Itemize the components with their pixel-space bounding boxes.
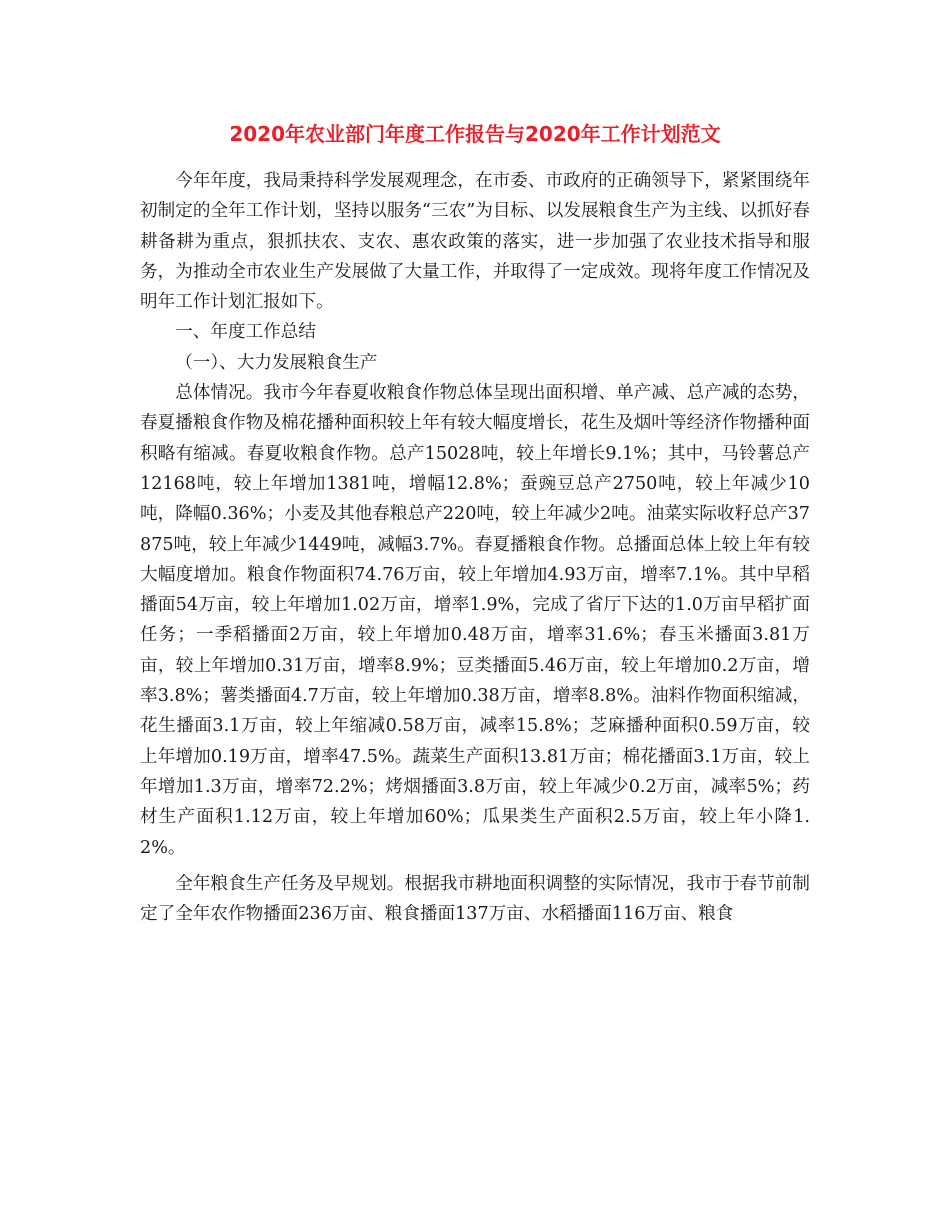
paragraph-intro: 今年年度，我局秉持科学发展观理念，在市委、市政府的正确领导下，紧紧围绕年初制定的全年工作计划，坚持以服务“三农”为目标、以发展粮食生产为主线、以抓好春耕备耕为重点，狠抓扶农、支农、惠农政策的落实，进一步加强了农业技术指导和服务，为推动全市农业生产发展做了大量工作，并取得了一定成效。现将年度工作情况及明年工作计划汇报如下。 [140,171,810,313]
document-body [140,166,810,929]
section-heading-annual-summary: 一、年度工作总结 [175,322,316,343]
document-title: 2020年农业部门年度工作报告与2020年工作计划范文 [229,122,721,146]
paragraph-overall-situation: 总体情况。我市今年春夏收粮食作物总体呈现出面积增、单产减、总产减的态势，春夏播粮食作物及棉花播种面积较上年有较大幅度增长，花生及烟叶等经济作物播种面积略有缩减。春夏收粮食作物。总产15028吨，较上年增长9.1%；其中，马铃薯总产12168吨，较上年增加1381吨，增幅12.8%；蚕豌豆总产2750吨，较上年减少10吨，降幅0.36%；小麦及其他春粮总产220吨，较上年减少2吨。油菜实际收籽总产37875吨，较上年减少1449吨，减幅3.7%。春夏播粮食作物。总播面总体上较上年有较大幅度增加。粮食作物面积74.76万亩，较上年增加4.93万亩，增率7.1%。其中早稻播面54万亩，较上年增加1.02万亩，增率1.9%，完成了省厅下达的1.0万亩早稻扩面任务；一季稻播面2万亩，较上年增加0.48万亩，增率31.6%；春玉米播面3.81万亩，较上年增加0.31万亩，增率8.9%；豆类播面5.46万亩，较上年增加0.2万亩，增率3.8%；薯类播面4.7万亩，较上年增加0.38万亩，增率8.8%。油料作物面积缩减，花生播面3.1万亩，较上年缩减0.58万亩，减率15.8%；芝麻播种面积0.59万亩，较上年增加0.19万亩，增率47.5%。蔬菜生产面积13.81万亩；棉花播面3.1万亩，较上年增加1.3万亩，增率72.2%；烤烟播面3.8万亩，较上年减少0.2万亩，减率5%；药材生产面积1.12万亩，较上年增加60%；瓜果类生产面积2.5万亩，较上年小降1.2%。 [140,383,810,858]
subsection-heading-grain-production: （一）、大力发展粮食生产 [175,352,378,373]
paragraph-annual-task-planning: 全年粮食生产任务及早规划。根据我市耕地面积调整的实际情况，我市于春节前制定了全年农作物播面236万亩、粮食播面137万亩、水稻播面116万亩、粮食 [140,873,810,925]
